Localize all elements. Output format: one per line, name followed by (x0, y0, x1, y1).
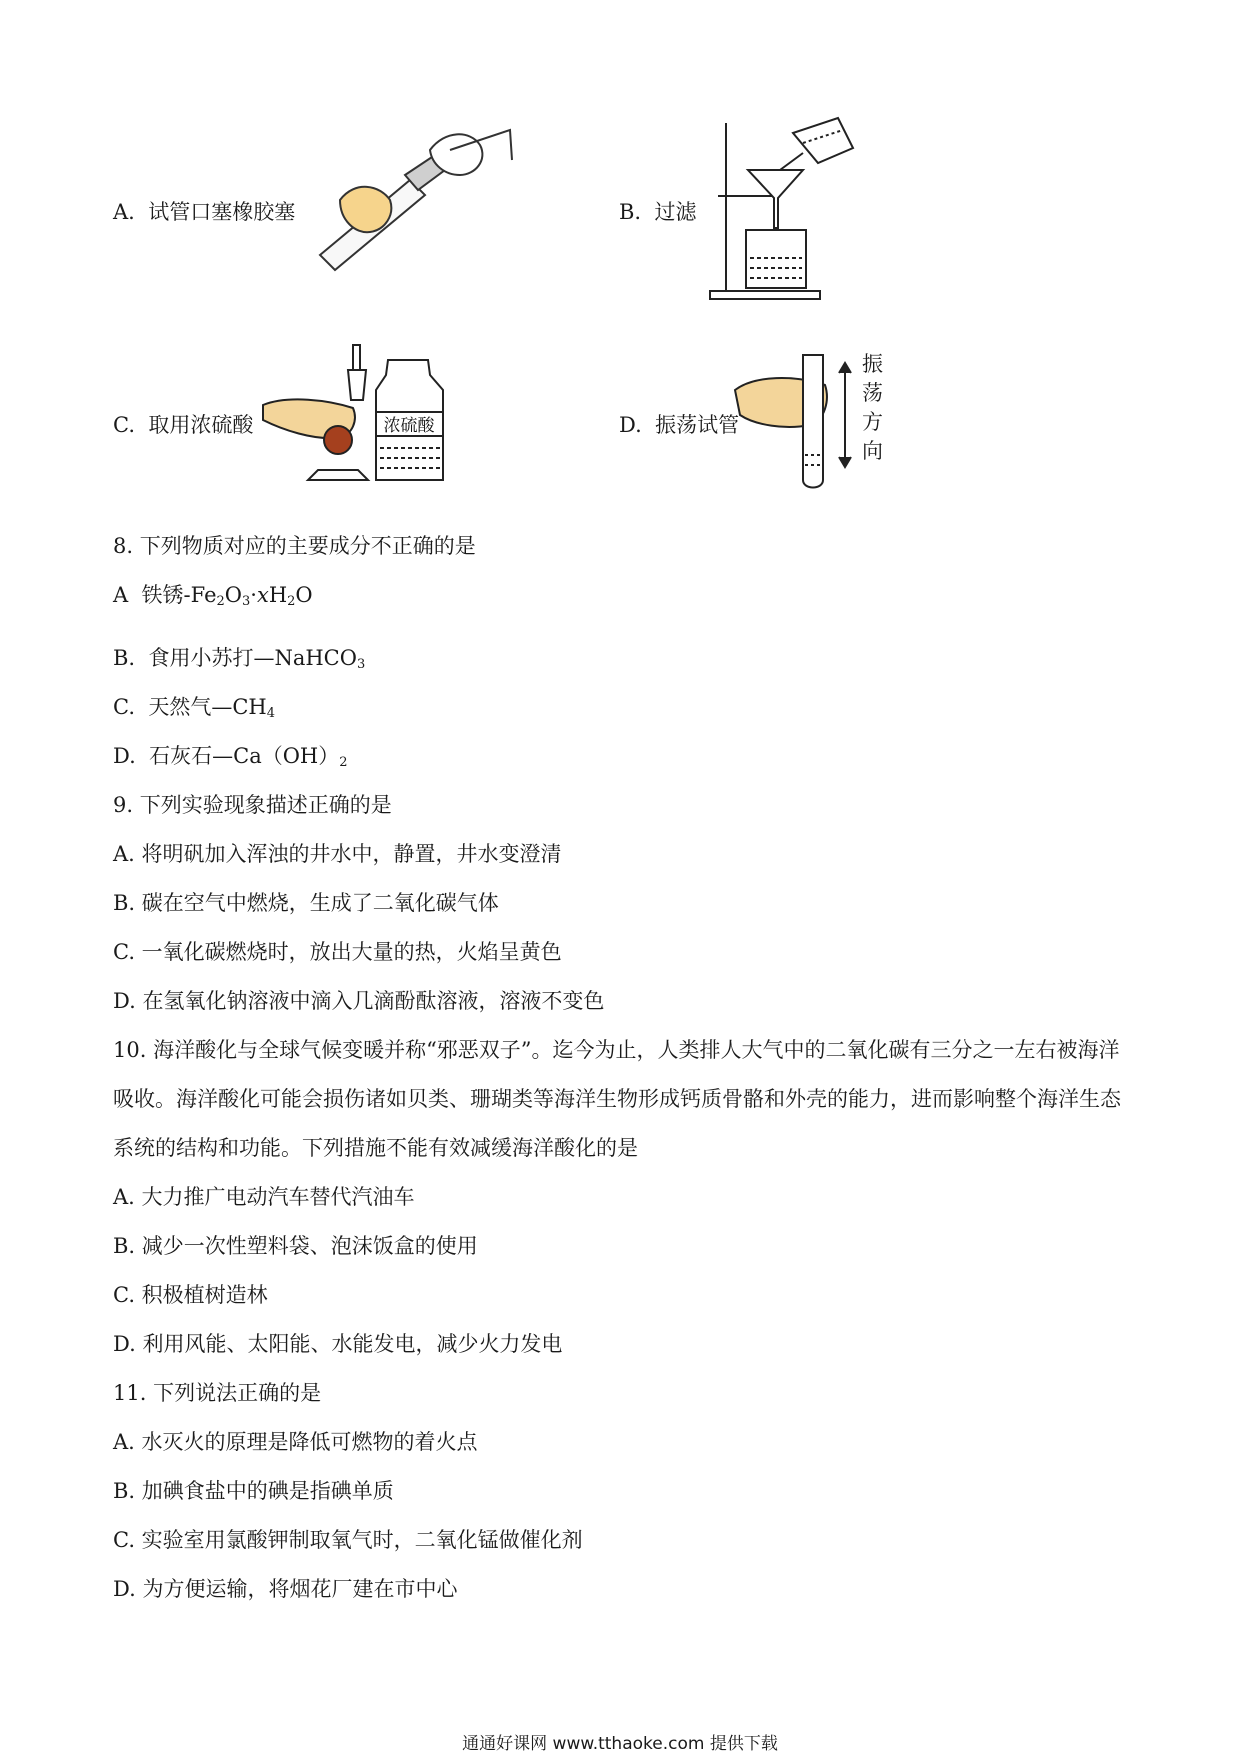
bottle-label: 浓硫酸 (383, 416, 435, 436)
q11-option-d: D. 为方便运输，将烟花厂建在市中心 (113, 1577, 458, 1601)
figure-filtration (708, 108, 868, 303)
q8-option-a: A 铁锈$-Fe_2O_3\cdot xH_2O$ (113, 583, 313, 609)
q7-option-b: B. 过滤 (619, 200, 697, 224)
q11-option-c: C. 实验室用氯酸钾制取氧气时，二氧化锰做催化剂 (113, 1528, 583, 1552)
q7-option-a: A. 试管口塞橡胶塞 (113, 200, 296, 224)
q11-option-a: A. 水灭火的原理是降低可燃物的着火点 (113, 1430, 478, 1454)
q7-option-c: C. 取用浓硫酸 (113, 413, 254, 437)
q10-option-c: C. 积极植树造林 (113, 1283, 268, 1307)
q11-stem: 11. 下列说法正确的是 (113, 1381, 322, 1405)
figure-test-tube-stopper (300, 120, 520, 270)
q10-option-d: D. 利用风能、太阳能、水能发电，减少火力发电 (113, 1332, 563, 1356)
q9-option-d: D. 在氢氧化钠溶液中滴入几滴酚酞溶液，溶液不变色 (113, 989, 605, 1013)
q10-option-a: A. 大力推广电动汽车替代汽油车 (113, 1185, 415, 1209)
q8-option-b: B. 食用小苏打—NaHCO$_3$ (113, 646, 366, 672)
q10-option-b: B. 减少一次性塑料袋、泡沫饭盒的使用 (113, 1234, 478, 1258)
q8-stem: 8. 下列物质对应的主要成分不正确的是 (113, 534, 476, 558)
q11-option-b: B. 加碘食盐中的碘是指碘单质 (113, 1479, 394, 1503)
q9-option-a: A. 将明矾加入浑浊的井水中，静置，井水变澄清 (113, 842, 562, 866)
q9-option-b: B. 碳在空气中燃烧，生成了二氧化碳气体 (113, 891, 499, 915)
q9-option-c: C. 一氧化碳燃烧时，放出大量的热，火焰呈黄色 (113, 940, 562, 964)
figure-sulfuric-acid (258, 340, 458, 485)
q8-option-c: C. 天然气$—CH_4$ (113, 695, 276, 721)
q10-stem: 10. 海洋酸化与全球气候变暖并称“邪恶双子”。迄今为止，人类排人大气中的二氧化碳有三分之一左右被海洋吸收。海洋酸化可能会损伤诸如贝类、珊瑚类等海洋生物形成钙质骨骼和外壳的能力，进而影响整个海洋生态系统的结构和功能。下列措施不能有效减缓海洋酸化的是 (113, 1038, 1121, 1160)
q9-stem: 9. 下列实验现象描述正确的是 (113, 793, 392, 817)
shake-direction-label: 振 荡 方 向 (862, 352, 883, 463)
q7-option-d: D. 振荡试管 (619, 413, 740, 437)
footer-source: 通通好课网 www.tthaoke.com 提供下载 (462, 1734, 778, 1754)
q8-option-d: D. 石灰石$—Ca(OH)_2$ (113, 744, 348, 770)
